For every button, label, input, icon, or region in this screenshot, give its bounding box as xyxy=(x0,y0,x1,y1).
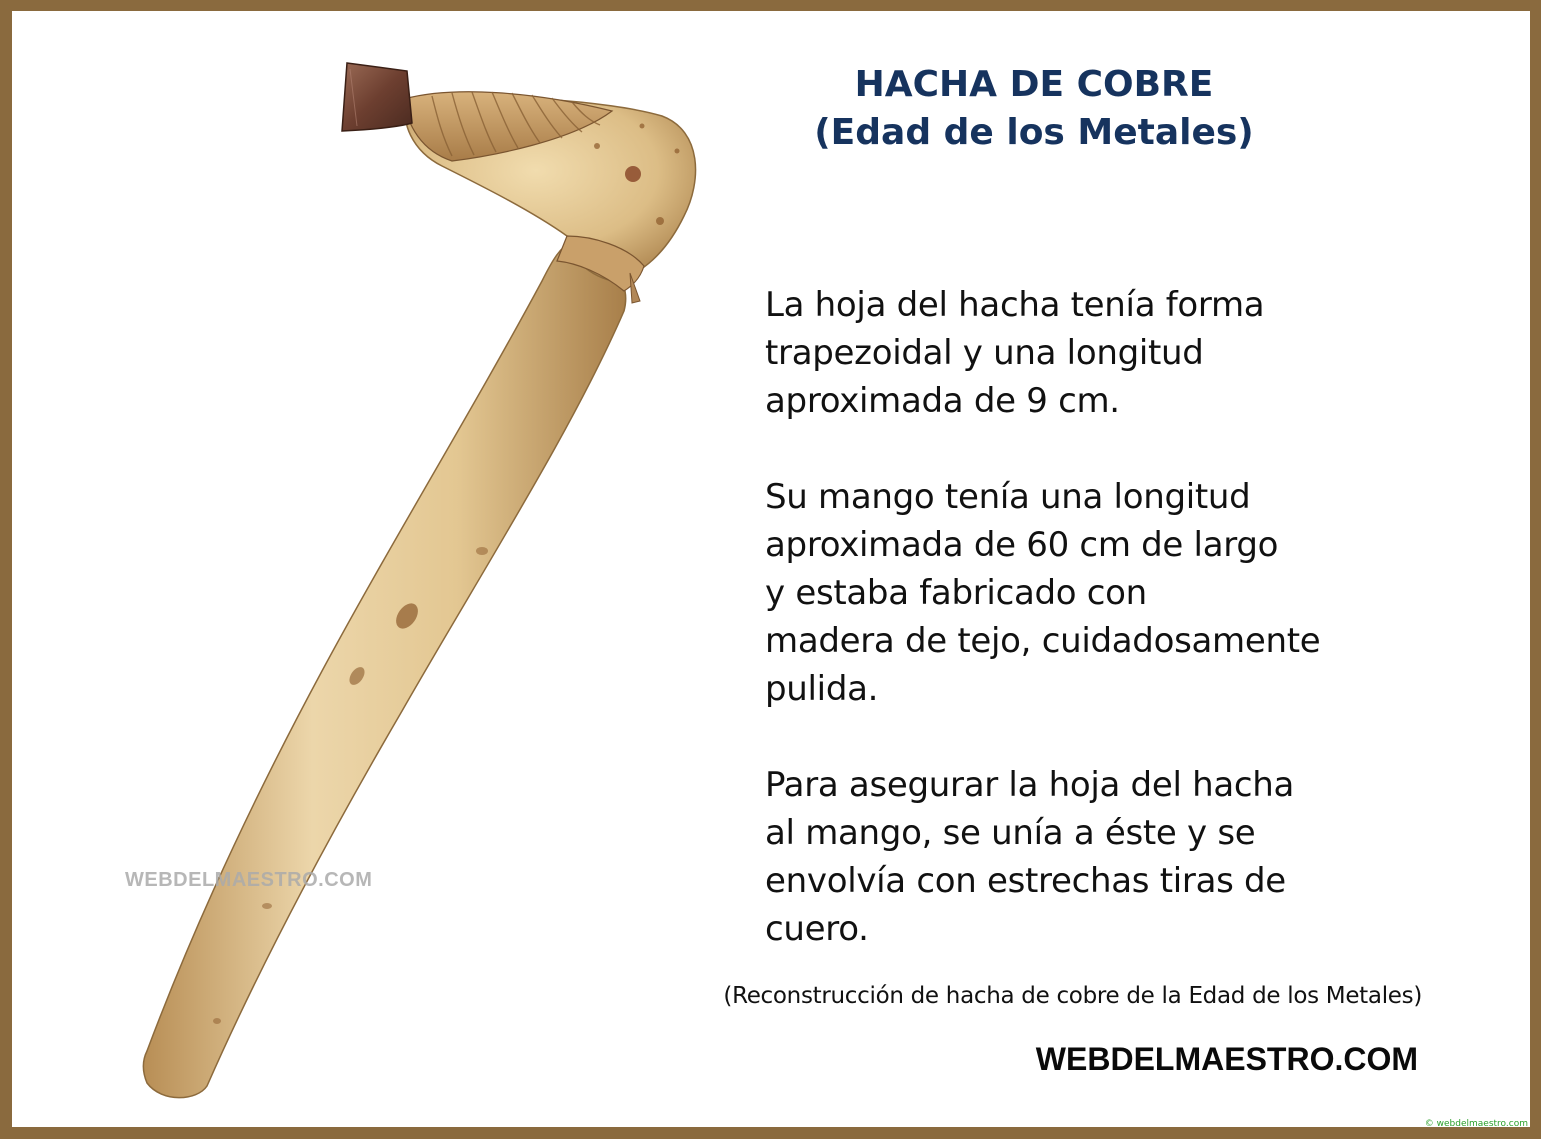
text-line: cuero. xyxy=(765,909,869,949)
image-caption: (Reconstrucción de hacha de cobre de la Edad de los Metales) xyxy=(723,983,1422,1009)
axe-handle xyxy=(143,241,625,1098)
text-line: trapezoidal y una longitud xyxy=(765,333,1204,373)
paragraph-handle xyxy=(765,473,1485,713)
text-line: aproximada de 9 cm. xyxy=(765,381,1120,421)
copper-axe-illustration xyxy=(12,11,772,1127)
wood-knot xyxy=(656,217,664,225)
wood-knot xyxy=(675,149,680,154)
text-line: envolvía con estrechas tiras de xyxy=(765,861,1286,901)
text-line: aproximada de 60 cm de largo xyxy=(765,525,1279,565)
wood-knot xyxy=(640,124,645,129)
text-line: madera de tejo, cuidadosamente xyxy=(765,621,1321,661)
title-line-2: (Edad de los Metales) xyxy=(814,112,1254,153)
text-line: pulida. xyxy=(765,669,879,709)
description-text xyxy=(765,281,1485,1001)
paragraph-blade xyxy=(765,281,1485,425)
wood-knot xyxy=(213,1018,221,1024)
image-watermark: WEBDELMAESTRO.COM xyxy=(125,869,373,891)
site-name: WEBDELMAESTRO.COM xyxy=(1035,1041,1418,1077)
text-line: al mango, se unía a éste y se xyxy=(765,813,1256,853)
text-line: La hoja del hacha tenía forma xyxy=(765,285,1265,325)
text-line: y estaba fabricado con xyxy=(765,573,1147,613)
text-line: Para asegurar la hoja del hacha xyxy=(765,765,1295,805)
text-line: Su mango tenía una longitud xyxy=(765,477,1251,517)
page-frame xyxy=(12,11,1530,1127)
wood-knot xyxy=(262,903,272,909)
corner-copyright: © webdelmaestro.com xyxy=(1424,1119,1528,1127)
page-title xyxy=(734,61,1334,157)
title-line-1: HACHA DE COBRE xyxy=(854,64,1214,105)
wood-knot xyxy=(625,166,641,182)
wood-knot xyxy=(594,143,600,149)
copper-blade xyxy=(342,63,412,131)
wood-knot xyxy=(476,547,488,555)
paragraph-binding xyxy=(765,761,1485,953)
